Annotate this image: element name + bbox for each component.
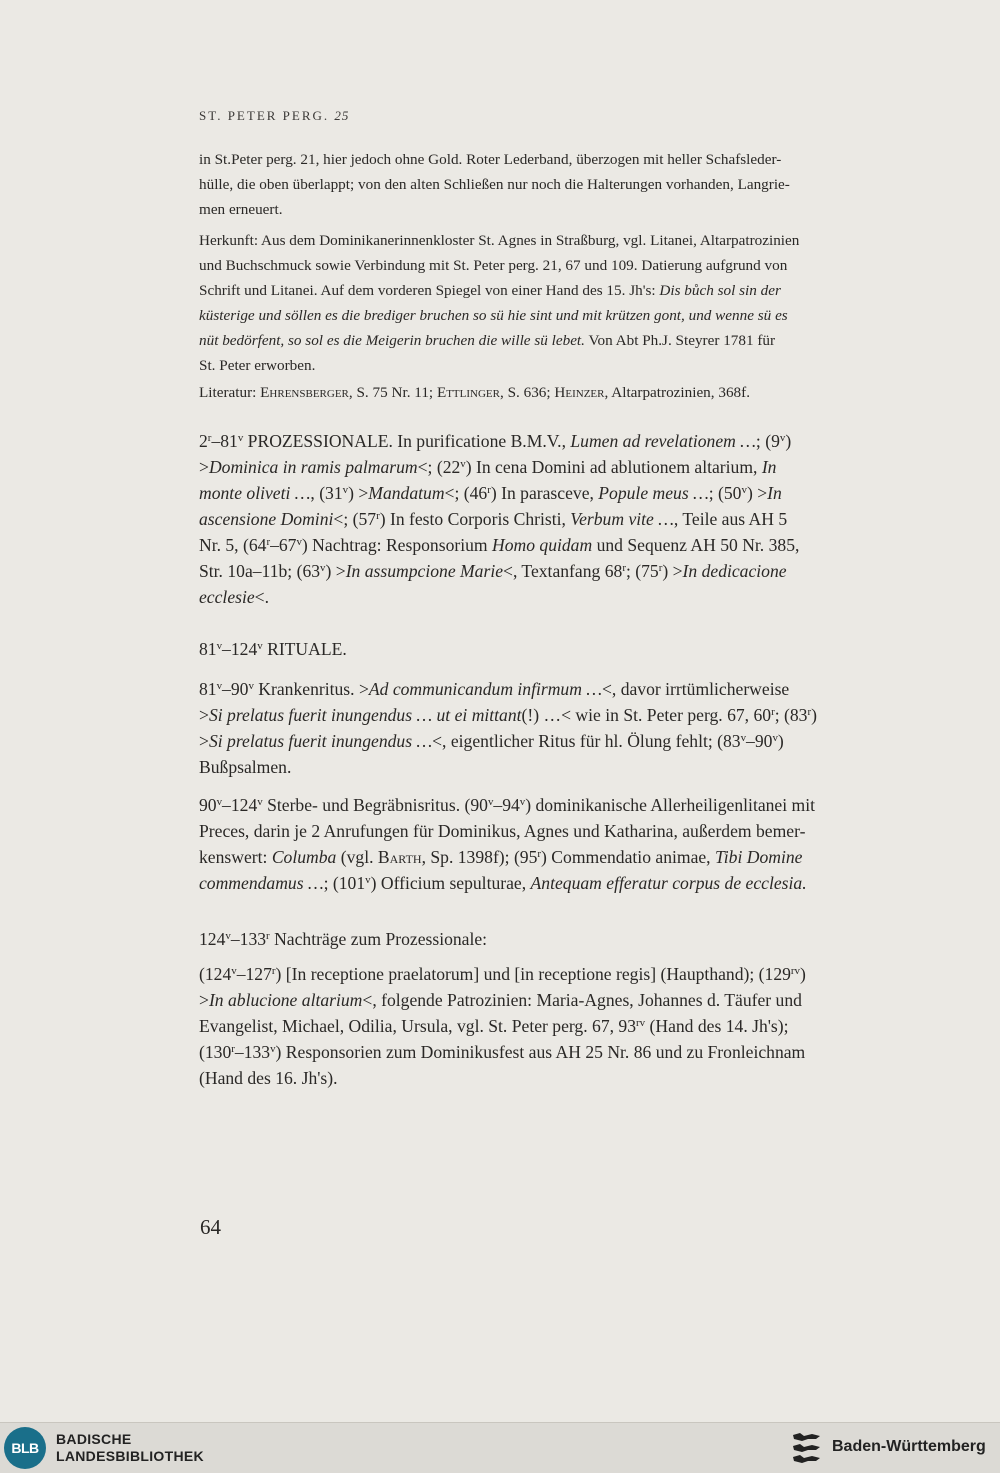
section-heading: 81$^v$–124$^v$ RITUALE. bbox=[199, 639, 347, 659]
paragraph-herkunft bbox=[199, 228, 919, 378]
author-name: Ehrensberger bbox=[260, 384, 349, 401]
text-line: und Buchschmuck sowie Verbindung mit St. Peter perg. 21, 67 und 109. Datierung aufgrund von bbox=[199, 257, 788, 274]
section-rituale bbox=[199, 636, 921, 662]
text-line: Bußpsalmen. bbox=[199, 757, 292, 777]
text-line: 2$^r$–81$^v$ PROZESSIONALE. In purificatione B.M.V., Lumen ad revelationem …; (9$^v$) bbox=[199, 431, 792, 451]
page-number: 64 bbox=[200, 1215, 221, 1239]
header-number: 25 bbox=[334, 108, 350, 123]
section-prozessionale bbox=[199, 428, 921, 610]
blb-name[interactable]: BADISCHE LANDESBIBLIOTHEK bbox=[56, 1431, 204, 1464]
viewer-footer bbox=[0, 1422, 1000, 1473]
text-line: Preces, darin je 2 Anrufungen für Dominikus, Agnes und Katharina, außerdem bemer- bbox=[199, 821, 806, 841]
text-line: >Dominica in ramis palmarum<; (22$^v$) In cena Domini ad ablutionem altarium, In bbox=[199, 457, 777, 477]
running-header bbox=[199, 108, 349, 124]
text-line: >Si prelatus fuerit inungendus … ut ei mittant(!) …< wie in St. Peter perg. 67, 60$^r$; (83$^r$) bbox=[199, 705, 817, 725]
text-line: (124$^v$–127$^r$) [In receptione praelatorum] und [in receptione regis] (Haupthand); $(129^{rv})$ bbox=[199, 964, 806, 984]
text-line: monte oliveti …, $(31^v)$ >Mandatum<; (46$^r$) In parasceve, Popule meus …; $(50^v) >In$ bbox=[199, 483, 782, 503]
text-line: >In ablucione altarium<, folgende Patrozinien: Maria-Agnes, Johannes d. Täufer und bbox=[199, 990, 802, 1010]
text-line: Str. 10a–11b; $(63^v) >In$ assumpcione Marie<, Textanfang 68$^r$; $(75^r) >In$ dedicacione bbox=[199, 561, 787, 581]
text-line: Evangelist, Michael, Odilia, Ursula, vgl. St. Peter perg. 67, $93^{rv}$ (Hand des 14. Jh's); bbox=[199, 1016, 789, 1036]
text-line: Schrift und Litanei. Auf dem vorderen Spiegel von einer Hand des 15. Jh's: Dis bůch sol sin der bbox=[199, 282, 781, 299]
header-title: ST. PETER PERG. bbox=[199, 108, 330, 123]
text-line: (130$^r$–133$^v$) Responsorien zum Dominikusfest aus AH 25 Nr. 86 und zu Fronleichnam bbox=[199, 1042, 806, 1062]
text-line: in St.Peter perg. 21, hier jedoch ohne Gold. Roter Lederband, überzogen mit heller Schafsleder- bbox=[199, 151, 782, 168]
author-name: Barth bbox=[377, 847, 422, 867]
text-line: (Hand des 16. Jh's). bbox=[199, 1068, 338, 1088]
text-line: commendamus …; (101$^v$) Officium sepulturae, Antequam efferatur corpus de ecclesia. bbox=[199, 873, 807, 893]
section-nachtraege bbox=[199, 926, 921, 952]
section-heading: 124$^v$–133$^r$ Nachträge zum Prozessionale: bbox=[199, 929, 488, 949]
paragraph-literatur: Literatur: Ehrensberger, S. 75 Nr. 11; Ettlinger, S. 636; Heinzer, Altarpatrozinien, 368f. bbox=[199, 384, 751, 401]
lions-emblem-icon bbox=[790, 1430, 824, 1466]
text-line: hülle, die oben überlappt; von den alten Schließen nur noch die Halterungen vorhanden, Langrie- bbox=[199, 176, 790, 193]
text-line: Nr. 5, (64$^r$–67$^v$) Nachtrag: Responsorium Homo quidam und Sequenz AH 50 Nr. 385, bbox=[199, 535, 800, 555]
text-line: >Si prelatus fuerit inungendus …<, eigentlicher Ritus für hl. Ölung fehlt; (83$^v$–90$^v$) bbox=[199, 731, 784, 751]
section-krankenritus bbox=[199, 676, 921, 780]
text-line: men erneuert. bbox=[199, 201, 283, 218]
text-line: Herkunft: Aus dem Dominikanerinnenkloster St. Agnes in Straßburg, vgl. Litanei, Altarpatrozinien bbox=[199, 232, 800, 249]
blb-logo-icon[interactable]: BLB bbox=[4, 1427, 46, 1469]
text-line: St. Peter erworben. bbox=[199, 357, 316, 374]
text-line: 90$^v$–124$^v$ Sterbe- und Begräbnisritus. (90$^v$–94$^v$) dominikanische Allerheiligenlitanei mit bbox=[199, 795, 815, 815]
text-line: küsterige und söllen es die brediger bruchen so sü hie sint und mit krützen gont, und wenne sü es bbox=[199, 307, 788, 324]
paragraph-binding bbox=[199, 147, 919, 222]
text-line: ascensione Domini<; (57$^r$) In festo Corporis Christi, Verbum vite …, Teile aus AH 5 bbox=[199, 509, 788, 529]
text-line: ecclesie<. bbox=[199, 587, 269, 607]
text-line: kenswert: Columba (vgl. Barth, Sp. 1398f); (95$^r$) Commendatio animae, Tibi Domine bbox=[199, 847, 803, 867]
bw-name[interactable]: Baden-Württemberg bbox=[832, 1438, 986, 1455]
author-name: Heinzer bbox=[554, 384, 605, 401]
text-line: 81$^v$–90$^v$ Krankenritus. >Ad communicandum infirmum …<, davor irrtümlicherweise bbox=[199, 679, 790, 699]
author-name: Ettlinger bbox=[436, 384, 500, 401]
text-line: nüt bedörfent, so sol es die Meigerin bruchen die wille sü lebet. Von Abt Ph.J. Steyrer 1781 für bbox=[199, 332, 776, 349]
section-nachtraege-details bbox=[199, 961, 921, 1091]
section-sterberitus bbox=[199, 792, 921, 896]
